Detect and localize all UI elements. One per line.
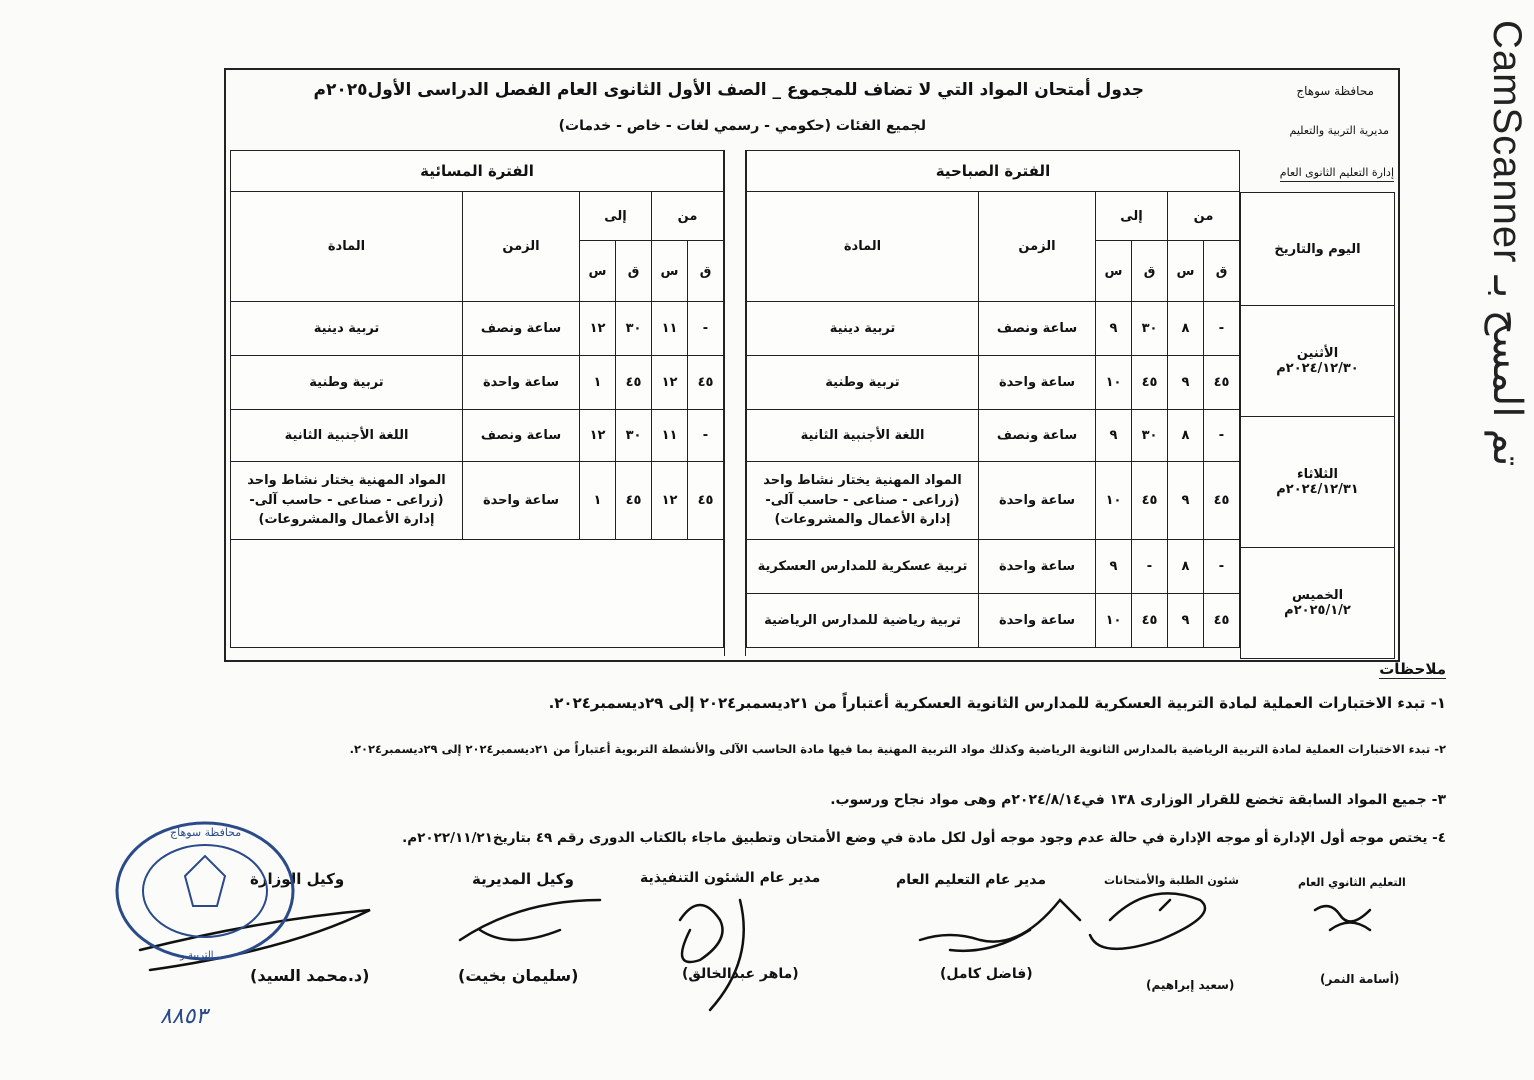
duration: ساعة واحدة xyxy=(979,594,1096,648)
from-header: من xyxy=(652,192,724,241)
to-s: ٩ xyxy=(1096,302,1132,356)
subject: تربية عسكرية للمدارس العسكرية xyxy=(747,540,979,594)
from-s: ٨ xyxy=(1168,540,1204,594)
signature-title: مدير عام التعليم العام xyxy=(896,872,1046,888)
morning-period-header: الفترة الصباحية xyxy=(747,151,1240,192)
q-header: ق xyxy=(688,241,724,302)
from-q: ٤٥ xyxy=(1204,594,1240,648)
subject: تربية وطنية xyxy=(231,356,463,410)
empty-cell xyxy=(231,540,724,648)
to-s: ٩ xyxy=(1096,410,1132,462)
to-q: ٣٠ xyxy=(1132,302,1168,356)
subject: تربية وطنية xyxy=(747,356,979,410)
signatory-name: (فاضل كامل) xyxy=(940,966,1033,982)
handwritten-number: ٨٨٥٣ xyxy=(160,1004,208,1029)
day-cell-thursday xyxy=(1241,548,1395,659)
to-s: ١ xyxy=(580,356,616,410)
q-header: ق xyxy=(1132,241,1168,302)
subject: اللغة الأجنبية الثانية xyxy=(747,410,979,462)
day-date-header: اليوم والتاريخ xyxy=(1241,193,1395,306)
table-row xyxy=(747,356,1240,410)
from-q: ٤٥ xyxy=(1204,356,1240,410)
signatory-name: (أسامة النمر) xyxy=(1320,972,1400,986)
to-s: ١ xyxy=(580,462,616,540)
signature-title: التعليم الثانوي العام xyxy=(1298,876,1406,889)
from-q: - xyxy=(1204,410,1240,462)
duration: ساعة واحدة xyxy=(979,540,1096,594)
to-header: إلى xyxy=(1096,192,1168,241)
note-item-1: ١- تبدء الاختبارات العملية لمادة التربية العسكرية للمدارس الثانوية العسكرية أعتباراً من ٢١ديسمبر٢٠٢٤ إلى ٢٩ديسمبر٢٠٢٤. xyxy=(548,694,1446,712)
day-name: الأثنين xyxy=(1296,346,1339,361)
subject-header: المادة xyxy=(231,192,463,302)
from-q: - xyxy=(688,410,724,462)
to-s: ١٠ xyxy=(1096,462,1132,540)
signatory-name: (ماهر عبدالخالق) xyxy=(682,966,799,982)
time-header: الزمن xyxy=(463,192,580,302)
to-q: - xyxy=(1132,540,1168,594)
subject: تربية دينية xyxy=(231,302,463,356)
duration: ساعة واحدة xyxy=(979,356,1096,410)
morning-table xyxy=(746,150,1240,648)
table-row xyxy=(747,410,1240,462)
handwritten-signatures xyxy=(120,880,1440,1040)
from-s: ١١ xyxy=(652,302,688,356)
table-row xyxy=(747,594,1240,648)
day-date: ٢٠٢٤/١٢/٣١م xyxy=(1276,482,1359,497)
table-row xyxy=(747,302,1240,356)
evening-period-header: الفترة المسائية xyxy=(231,151,724,192)
table-row xyxy=(231,356,724,410)
duration: ساعة واحدة xyxy=(463,462,580,540)
signatory-name: (سعيد إبراهيم) xyxy=(1146,978,1235,992)
from-q: - xyxy=(1204,540,1240,594)
from-header: من xyxy=(1168,192,1240,241)
to-s: ٩ xyxy=(1096,540,1132,594)
duration: ساعة واحدة xyxy=(463,356,580,410)
table-row xyxy=(747,462,1240,540)
to-s: ١٠ xyxy=(1096,356,1132,410)
from-s: ١١ xyxy=(652,410,688,462)
time-header: الزمن xyxy=(979,192,1096,302)
table-row xyxy=(747,540,1240,594)
day-name: الخميس xyxy=(1291,588,1344,603)
subject: المواد المهنية يختار نشاط واحد (زراعى - صناعى - حاسب آلى-إدارة الأعمال والمشروعات) xyxy=(231,462,463,540)
subject: المواد المهنية يختار نشاط واحد (زراعى - صناعى - حاسب آلى-إدارة الأعمال والمشروعات) xyxy=(747,462,979,540)
to-s: ١٢ xyxy=(580,302,616,356)
duration: ساعة واحدة xyxy=(979,462,1096,540)
note-item-2: ٢- تبدء الاختبارات العملية لمادة التربية الرياضية بالمدارس الثانوية الرياضية وكذلك مواد التربية المهنية بما فيها مادة الحاسب الآلى والأنشطة التربوية أعتباراً من ٢١ديسمبر٢٠٢٤ إلى ٢٩ديسمبر٢٠٢٤. xyxy=(349,742,1446,756)
signature-title: وكيل المديرية xyxy=(472,870,574,888)
department-text: إدارة التعليم الثانوى العام xyxy=(1280,166,1394,182)
to-q: ٣٠ xyxy=(616,302,652,356)
from-q: - xyxy=(1204,302,1240,356)
note-item-3: ٣- جميع المواد السابقة تخضع للقرار الوزارى ١٣٨ في٢٠٢٤/٨/١٤م وهى مواد نجاح ورسوب. xyxy=(830,792,1446,808)
duration: ساعة ونصف xyxy=(979,410,1096,462)
s-header: س xyxy=(580,241,616,302)
from-q: ٤٥ xyxy=(688,462,724,540)
q-header: ق xyxy=(1204,241,1240,302)
from-s: ٩ xyxy=(1168,462,1204,540)
directorate-text: مديرية التربية والتعليم xyxy=(1289,124,1389,137)
day-name: الثلاثاء xyxy=(1297,467,1338,482)
period-divider xyxy=(724,150,746,656)
day-cell-monday xyxy=(1241,306,1395,417)
day-date: ٢٠٢٥/١/٢م xyxy=(1284,603,1351,618)
to-q: ٣٠ xyxy=(616,410,652,462)
s-header: س xyxy=(1168,241,1204,302)
note-item-4: ٤- يختص موجه أول الإدارة أو موجه الإدارة في حالة عدم وجود موجه أول لكل مادة في وضع الأمتحان وتطبيق ماجاء بالكتاب الدورى رقم ٤٩ بتاريخ٢٠٢٢/١١/٢١م. xyxy=(402,830,1446,846)
to-q: ٤٥ xyxy=(1132,356,1168,410)
to-s: ١٠ xyxy=(1096,594,1132,648)
subject: تربية دينية xyxy=(747,302,979,356)
subject: اللغة الأجنبية الثانية xyxy=(231,410,463,462)
day-date: ٢٠٢٤/١٢/٣٠م xyxy=(1276,361,1359,376)
to-q: ٤٥ xyxy=(1132,594,1168,648)
from-q: ٤٥ xyxy=(688,356,724,410)
table-row-empty xyxy=(231,540,724,648)
governorate-text: محافظة سوهاج xyxy=(1296,84,1374,98)
from-s: ١٢ xyxy=(652,462,688,540)
from-s: ٨ xyxy=(1168,410,1204,462)
q-header: ق xyxy=(616,241,652,302)
s-header: س xyxy=(1096,241,1132,302)
schedule-title: جدول أمتحان المواد التي لا تضاف للمجموع _ الصف الأول الثانوى العام الفصل الدراسى الأول٢٠٢٥م xyxy=(313,80,1144,100)
signatory-name: (سليمان بخيت) xyxy=(458,966,579,985)
to-q: ٤٥ xyxy=(616,462,652,540)
to-q: ٤٥ xyxy=(1132,462,1168,540)
from-s: ٩ xyxy=(1168,356,1204,410)
signature-title: وكيل الوزارة xyxy=(250,870,345,888)
day-date-table xyxy=(1240,192,1395,659)
evening-table xyxy=(230,150,724,648)
signature-title: شئون الطلبة والأمتحانات xyxy=(1104,874,1239,887)
to-header: إلى xyxy=(580,192,652,241)
duration: ساعة ونصف xyxy=(463,410,580,462)
schedule-subtitle: لجميع الفئات (حكومي - رسمي لغات - خاص - خدمات) xyxy=(558,118,926,134)
table-row xyxy=(231,302,724,356)
to-q: ٤٥ xyxy=(616,356,652,410)
to-q: ٣٠ xyxy=(1132,410,1168,462)
to-s: ١٢ xyxy=(580,410,616,462)
from-q: ٤٥ xyxy=(1204,462,1240,540)
signature-title: مدير عام الشئون التنفيذية xyxy=(640,870,821,886)
notes-heading: ملاحظات xyxy=(1379,660,1446,678)
from-s: ٩ xyxy=(1168,594,1204,648)
table-row xyxy=(231,462,724,540)
subject-header: المادة xyxy=(747,192,979,302)
seal-text: محافظة سوهاج xyxy=(170,826,242,839)
from-s: ٨ xyxy=(1168,302,1204,356)
signatory-name: (د.محمد السيد) xyxy=(250,966,370,985)
duration: ساعة ونصف xyxy=(979,302,1096,356)
from-s: ١٢ xyxy=(652,356,688,410)
day-cell-tuesday xyxy=(1241,417,1395,548)
subject: تربية رياضية للمدارس الرياضية xyxy=(747,594,979,648)
s-header: س xyxy=(652,241,688,302)
duration: ساعة ونصف xyxy=(463,302,580,356)
table-row xyxy=(231,410,724,462)
from-q: - xyxy=(688,302,724,356)
seal-bottom-text: التربية و xyxy=(180,950,214,961)
scanner-watermark: CamScanner تم المسح بـ xyxy=(1485,20,1529,467)
